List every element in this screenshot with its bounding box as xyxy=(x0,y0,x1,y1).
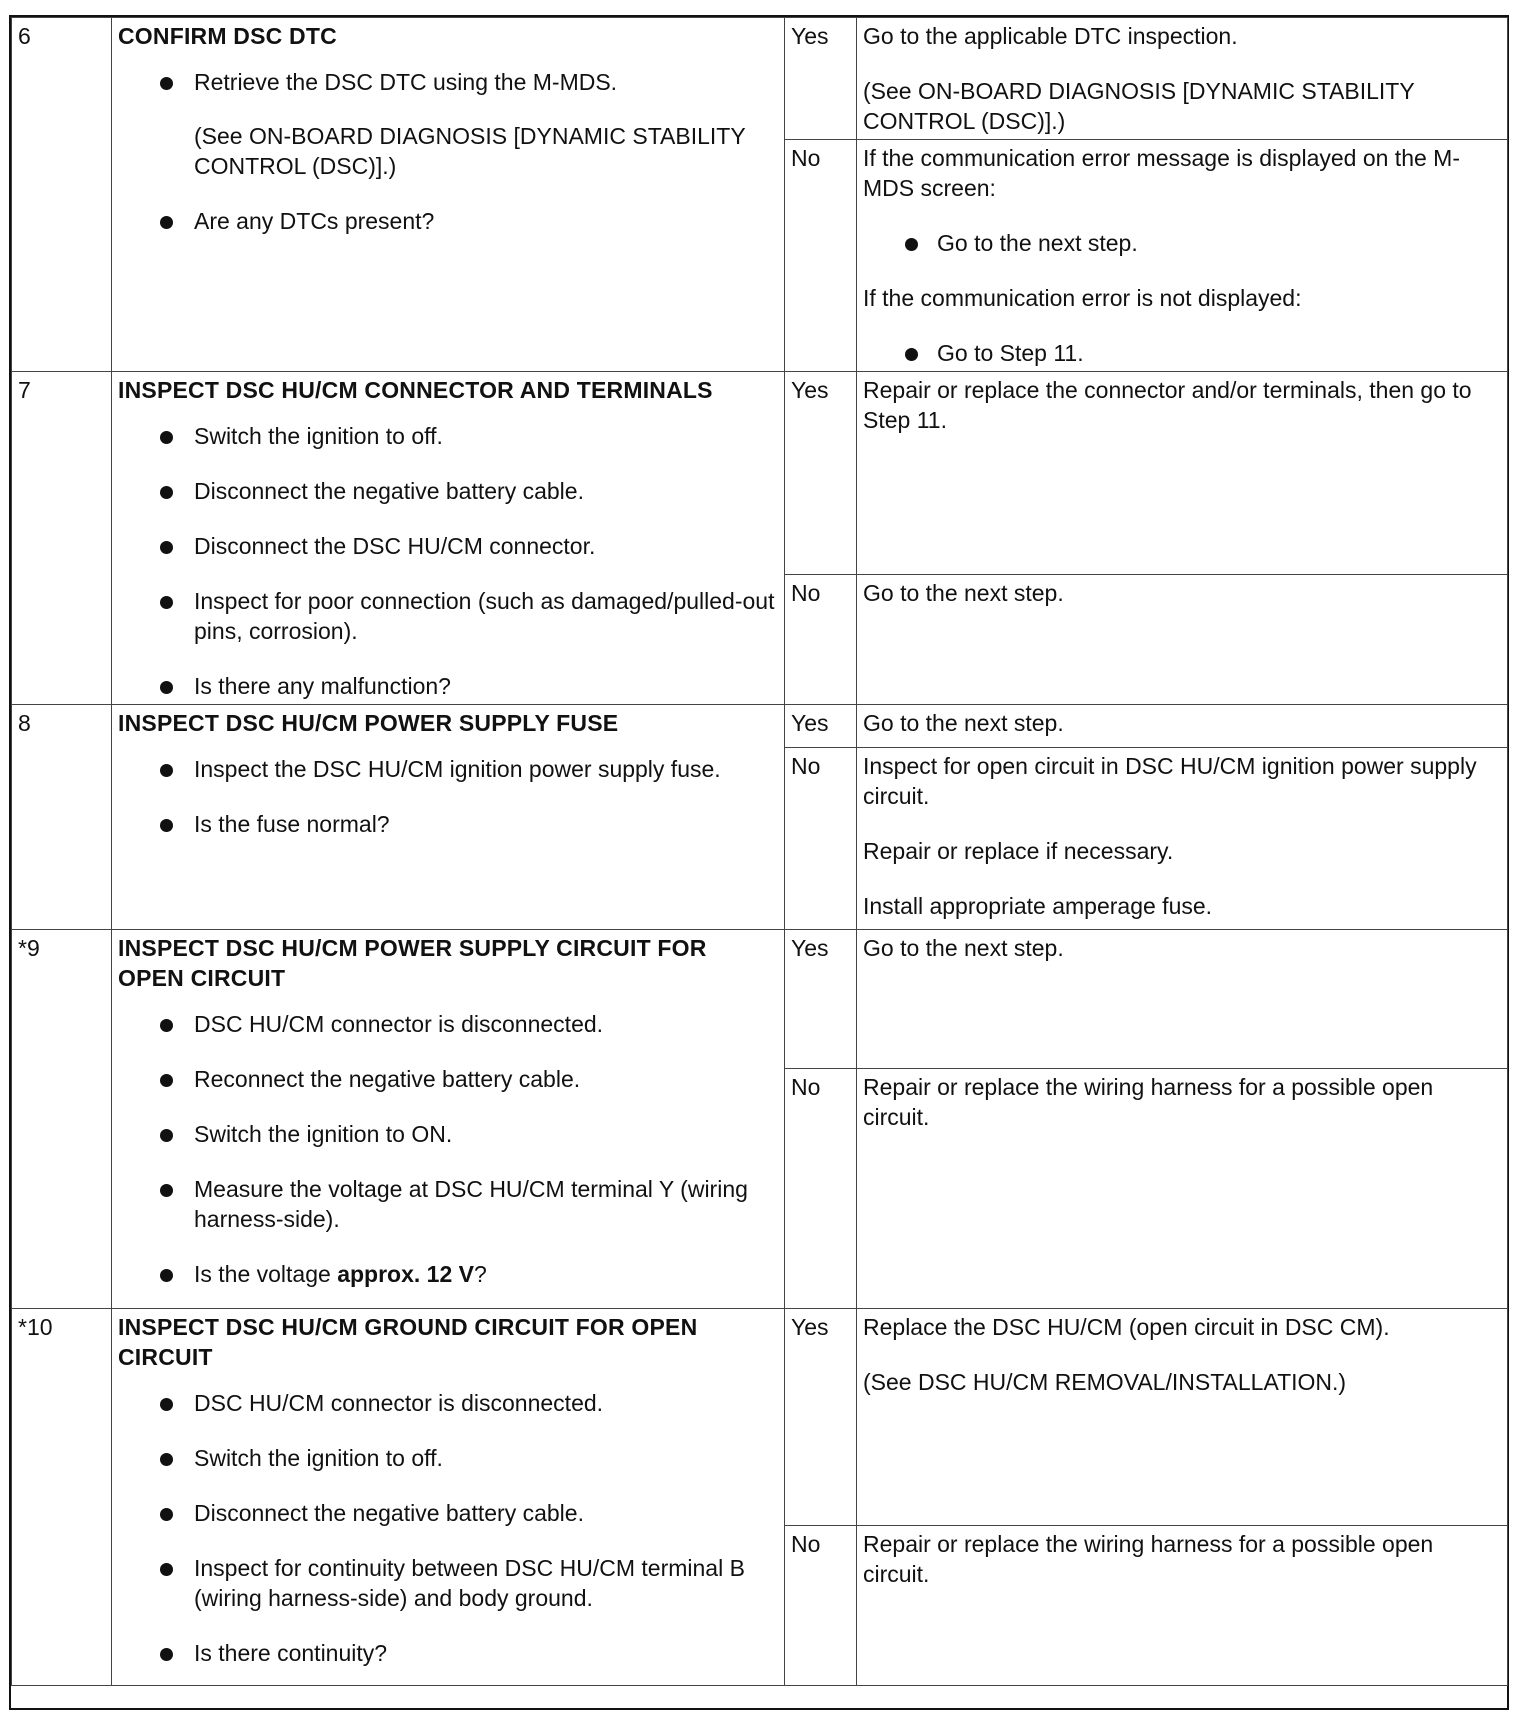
bullet-icon xyxy=(160,1398,173,1411)
check-item: Is the fuse normal? xyxy=(118,809,778,839)
check-item: Switch the ignition to off. xyxy=(118,1443,778,1473)
voltage-spec: approx. 12 V xyxy=(337,1261,474,1287)
check-item: Inspect for continuity between DSC HU/CM terminal B (wiring harness-side) and body ground. xyxy=(118,1553,778,1613)
step-row-8 xyxy=(12,705,1508,748)
result-yes: Yes xyxy=(785,1309,857,1526)
action-no xyxy=(857,748,1508,930)
action-text: Repair or replace the wiring harness for a possible open circuit. xyxy=(863,1531,1434,1587)
bullet-icon xyxy=(160,77,173,90)
bullet-icon xyxy=(160,1648,173,1661)
step-title: INSPECT DSC HU/CM POWER SUPPLY FUSE xyxy=(118,710,619,736)
bullet-icon xyxy=(160,431,173,444)
bullet-icon xyxy=(160,1129,173,1142)
action-text: Go to the next step. xyxy=(863,935,1064,961)
action-yes xyxy=(857,930,1508,1069)
step-title: INSPECT DSC HU/CM POWER SUPPLY CIRCUIT FOR OPEN CIRCUIT xyxy=(118,935,707,991)
action-yes xyxy=(857,1309,1508,1526)
check-list xyxy=(118,421,778,701)
step-row-9 xyxy=(12,930,1508,1069)
bullet-icon xyxy=(905,348,918,361)
action-text: Install appropriate amperage fuse. xyxy=(863,893,1213,919)
action-text: Repair or replace the connector and/or terminals, then go to Step 11. xyxy=(863,377,1472,433)
step-number: 8 xyxy=(12,705,112,930)
bullet-icon xyxy=(160,541,173,554)
result-yes: Yes xyxy=(785,930,857,1069)
action-item: Go to the next step. xyxy=(863,228,1501,258)
bullet-icon xyxy=(160,216,173,229)
check-item: Are any DTCs present? xyxy=(118,206,778,236)
check-item: Is there any malfunction? xyxy=(118,671,778,701)
result-yes: Yes xyxy=(785,705,857,748)
action-text: Repair or replace if necessary. xyxy=(863,838,1174,864)
check-item: DSC HU/CM connector is disconnected. xyxy=(118,1388,778,1418)
result-no: No xyxy=(785,1526,857,1686)
check-item: Is there continuity? xyxy=(118,1638,778,1668)
bullet-icon xyxy=(160,596,173,609)
check-item: Disconnect the DSC HU/CM connector. xyxy=(118,531,778,561)
result-yes: Yes xyxy=(785,372,857,575)
action-no xyxy=(857,574,1508,704)
action-no xyxy=(857,1069,1508,1309)
check-reference: (See ON-BOARD DIAGNOSIS [DYNAMIC STABILITY CONTROL (DSC)].) xyxy=(194,123,746,179)
bullet-icon xyxy=(160,1019,173,1032)
step-inspection xyxy=(112,705,785,930)
check-item: Disconnect the negative battery cable. xyxy=(118,1498,778,1528)
check-list xyxy=(118,754,778,839)
step-inspection xyxy=(112,930,785,1309)
bullet-icon xyxy=(160,681,173,694)
action-text: Go to the next step. xyxy=(863,710,1064,736)
result-yes: Yes xyxy=(785,18,857,140)
bullet-icon xyxy=(160,1453,173,1466)
action-text: Replace the DSC HU/CM (open circuit in DSC CM). xyxy=(863,1314,1390,1340)
step-number: 7 xyxy=(12,372,112,705)
bullet-icon xyxy=(160,819,173,832)
bullet-icon xyxy=(160,1508,173,1521)
check-item: DSC HU/CM connector is disconnected. xyxy=(118,1009,778,1039)
check-list xyxy=(118,67,778,97)
step-number: 6 xyxy=(12,18,112,372)
action-yes xyxy=(857,705,1508,748)
diagnostic-procedure-table xyxy=(11,17,1508,1686)
check-item: Measure the voltage at DSC HU/CM terminal Y (wiring harness-side). xyxy=(118,1174,778,1234)
bullet-icon xyxy=(160,486,173,499)
step-row-10 xyxy=(12,1309,1508,1526)
action-text: If the communication error message is displayed on the M-MDS screen: xyxy=(863,145,1460,201)
action-text: Repair or replace the wiring harness for a possible open circuit. xyxy=(863,1074,1434,1130)
check-item: Switch the ignition to off. xyxy=(118,421,778,451)
step-number: *10 xyxy=(12,1309,112,1686)
step-inspection xyxy=(112,18,785,372)
result-no: No xyxy=(785,140,857,372)
action-reference: (See ON-BOARD DIAGNOSIS [DYNAMIC STABILITY CONTROL (DSC)].) xyxy=(863,78,1415,134)
check-item: Inspect for poor connection (such as damaged/pulled-out pins, corrosion). xyxy=(118,586,778,646)
step-inspection xyxy=(112,372,785,705)
action-list xyxy=(863,228,1501,258)
action-no xyxy=(857,140,1508,372)
action-list xyxy=(863,338,1501,368)
step-row-7 xyxy=(12,372,1508,575)
result-no: No xyxy=(785,1069,857,1309)
check-item: Retrieve the DSC DTC using the M-MDS. xyxy=(118,67,778,97)
step-title: INSPECT DSC HU/CM CONNECTOR AND TERMINALS xyxy=(118,377,713,403)
bullet-icon xyxy=(160,764,173,777)
result-no: No xyxy=(785,748,857,930)
bullet-icon xyxy=(160,1184,173,1197)
bullet-icon xyxy=(160,1269,173,1282)
action-text: Go to the applicable DTC inspection. xyxy=(863,23,1238,49)
step-inspection xyxy=(112,1309,785,1686)
check-item: Inspect the DSC HU/CM ignition power supply fuse. xyxy=(118,754,778,784)
action-yes xyxy=(857,372,1508,575)
bullet-icon xyxy=(160,1563,173,1576)
action-no xyxy=(857,1526,1508,1686)
check-item: Is the voltage approx. 12 V? xyxy=(118,1259,778,1289)
check-item: Reconnect the negative battery cable. xyxy=(118,1064,778,1094)
step-title: CONFIRM DSC DTC xyxy=(118,23,337,49)
check-list xyxy=(118,206,778,236)
action-text: Go to the next step. xyxy=(863,579,1064,606)
action-item: Go to Step 11. xyxy=(863,338,1501,368)
check-list xyxy=(118,1009,778,1289)
bullet-icon xyxy=(905,238,918,251)
action-text: Inspect for open circuit in DSC HU/CM ignition power supply circuit. xyxy=(863,753,1477,809)
bullet-icon xyxy=(160,1074,173,1087)
action-reference: (See DSC HU/CM REMOVAL/INSTALLATION.) xyxy=(863,1369,1347,1395)
action-yes xyxy=(857,18,1508,140)
check-item: Switch the ignition to ON. xyxy=(118,1119,778,1149)
step-row-6 xyxy=(12,18,1508,140)
check-list xyxy=(118,1388,778,1668)
result-no: No xyxy=(785,574,857,704)
step-number: *9 xyxy=(12,930,112,1309)
check-item: Disconnect the negative battery cable. xyxy=(118,476,778,506)
action-text: If the communication error is not displayed: xyxy=(863,285,1302,311)
step-title: INSPECT DSC HU/CM GROUND CIRCUIT FOR OPEN CIRCUIT xyxy=(118,1314,698,1370)
